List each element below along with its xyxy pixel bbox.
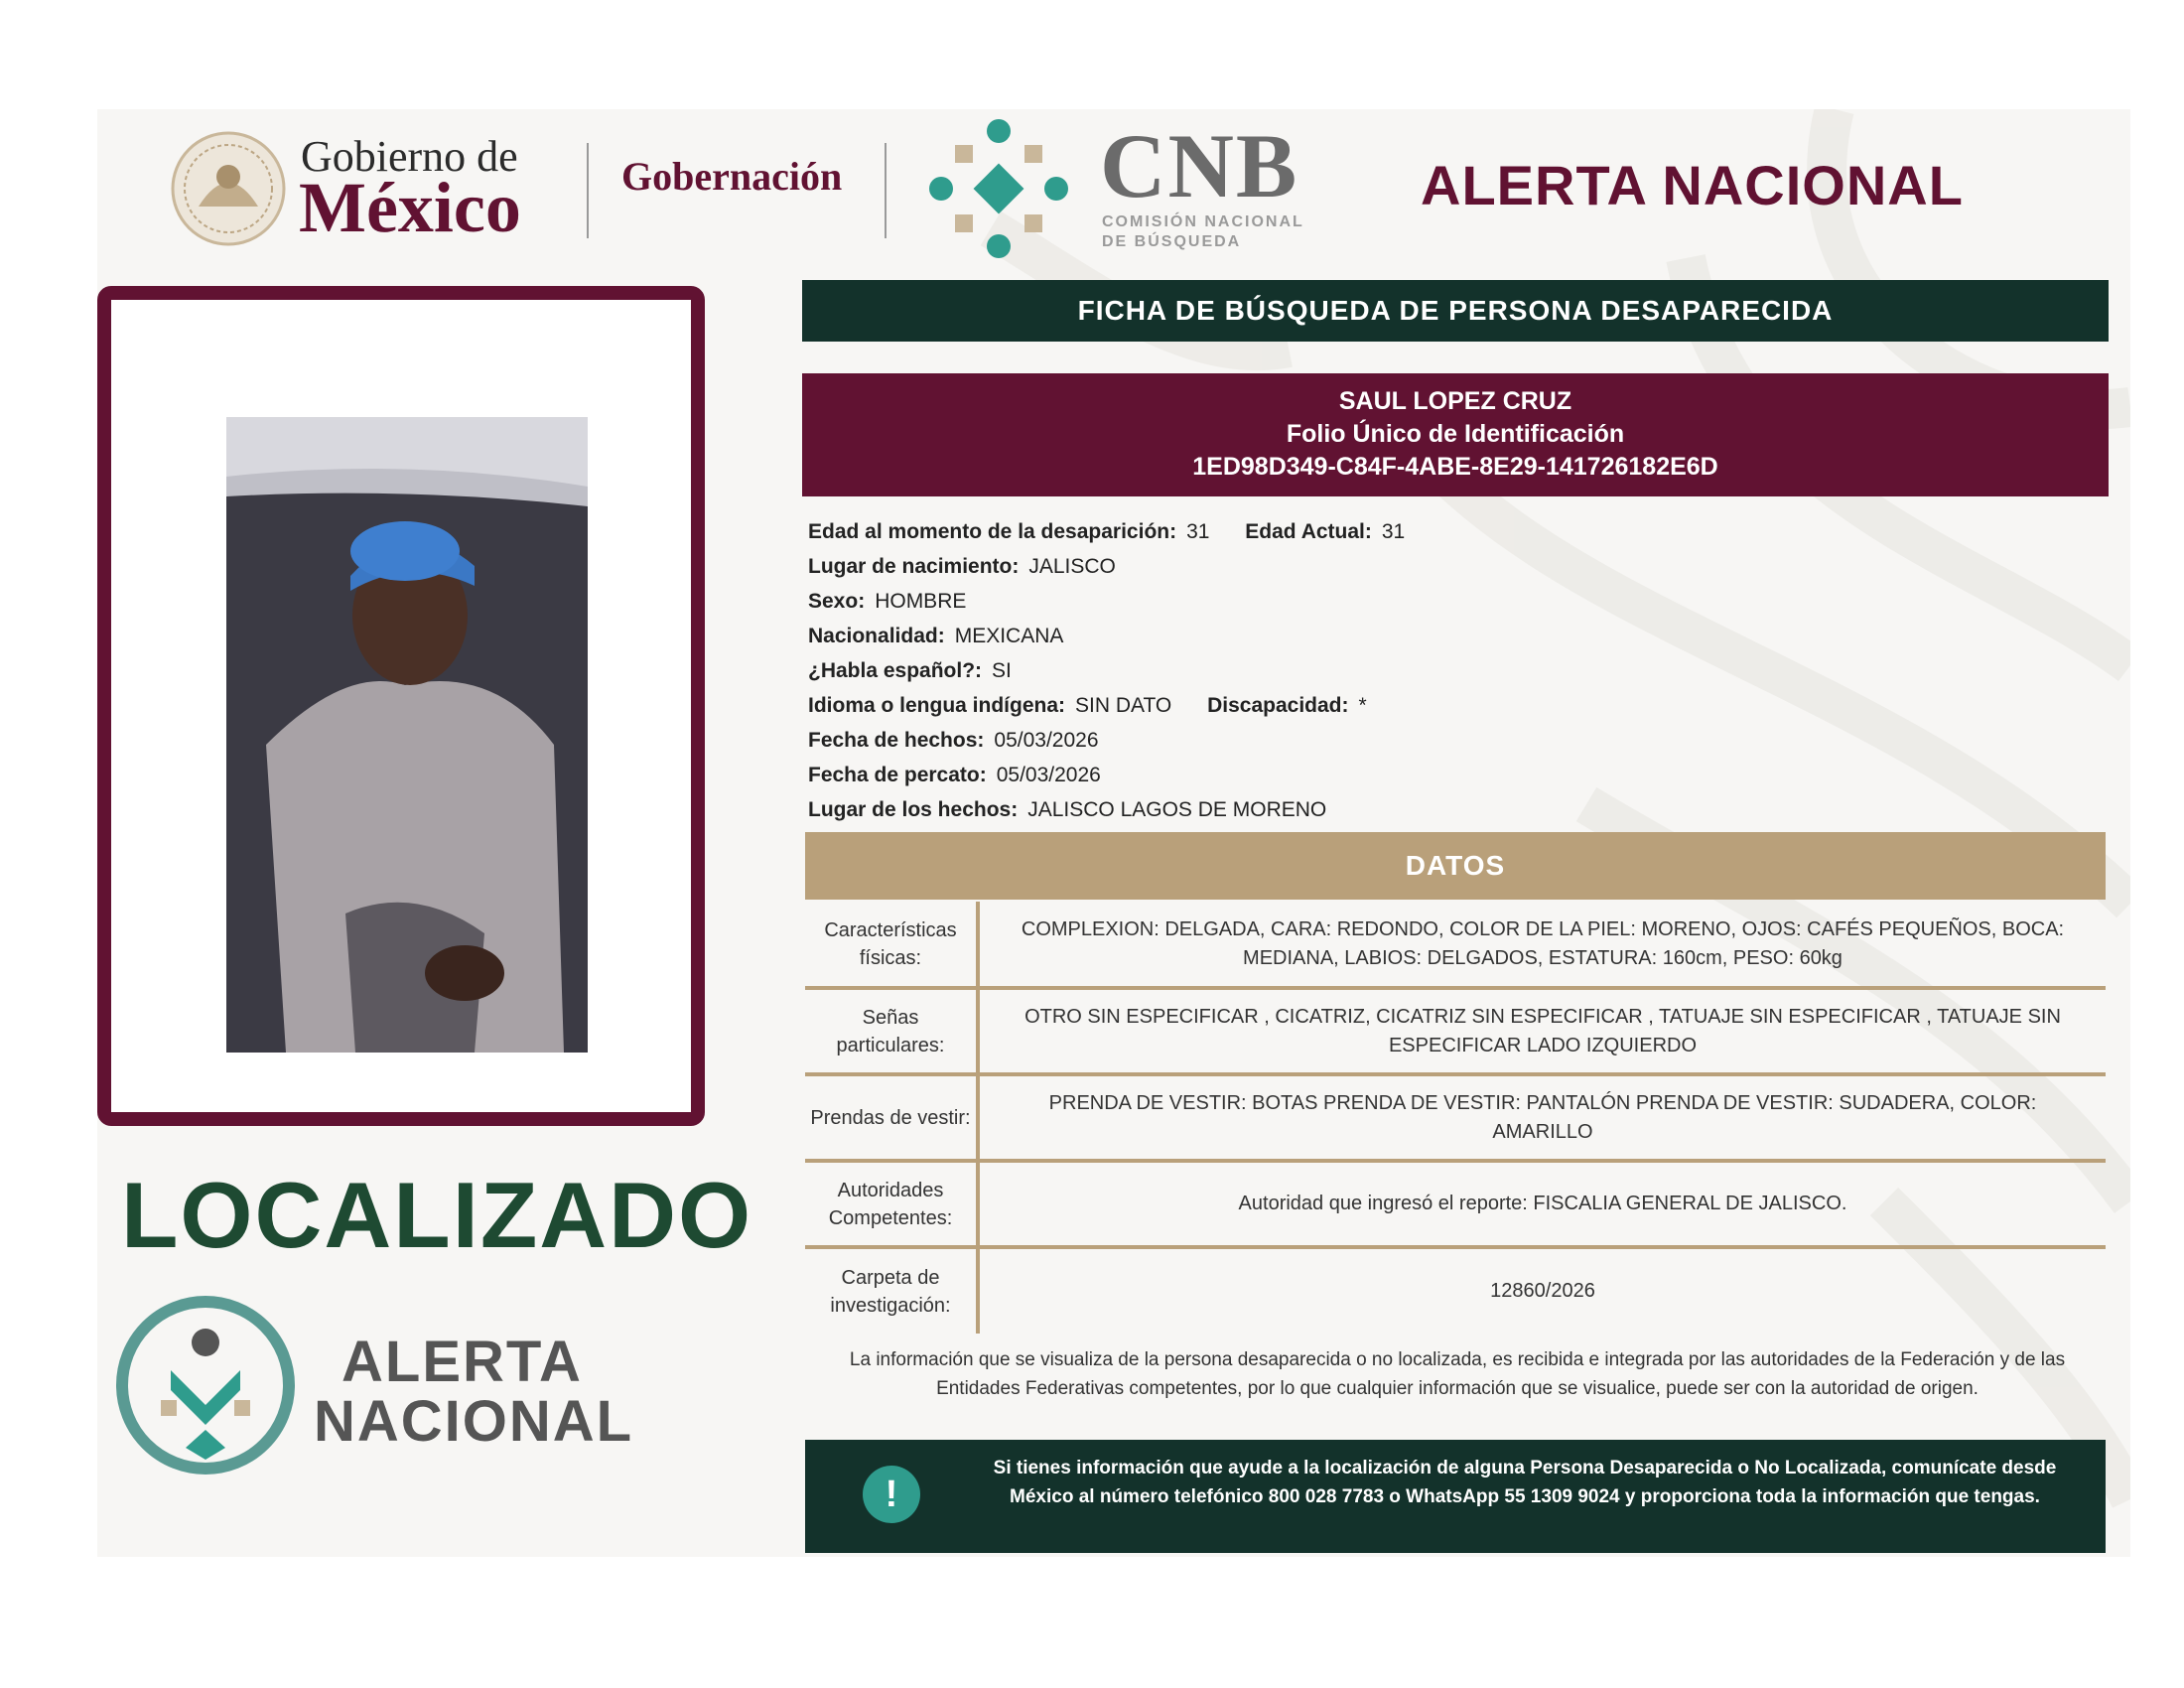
sexo-value: HOMBRE: [875, 590, 967, 613]
datos-row-label: Señas particulares:: [805, 988, 978, 1074]
table-row: [805, 1161, 2106, 1247]
person-name-box: [802, 373, 2109, 496]
table-row: [805, 1074, 2106, 1161]
disclaimer-text: La información que se visualiza de la persona desaparecida o no localizada, es recibida e integrada por las autoridades de la Federación y de las Entidades Federativas competentes, por lo que cualquier información que se visualice, puede ser con la autoridad de origen.: [849, 1349, 2066, 1399]
header-divider: [885, 143, 887, 238]
idioma-label: Idioma o lengua indígena:: [808, 694, 1066, 717]
datos-row-label: Características físicas:: [805, 902, 978, 988]
contact-text: Si tienes información que ayude a la localización de alguna Persona Desaparecida o No Localizada, comunícate desde México al número telefónico 800 028 7783 o WhatsApp 55 1309 9024 y proporciona toda la información que tengas.: [993, 1458, 2057, 1507]
datos-row-label: Prendas de vestir:: [805, 1074, 978, 1161]
fecha-hechos-label: Fecha de hechos:: [808, 729, 985, 752]
espanol-label: ¿Habla español?:: [808, 659, 983, 682]
datos-row-value: COMPLEXION: DELGADA, CARA: REDONDO, COLOR DE LA PIEL: MORENO, OJOS: CAFÉS PEQUEÑOS, BOCA: MEDIANA, LABIOS: DELGADOS, ESTATURA: 160cm, PESO: 60kg: [978, 902, 2106, 988]
gobierno-line2: México: [299, 168, 521, 247]
edad-actual-value: 31: [1381, 520, 1406, 543]
fecha-percato-label: Fecha de percato:: [808, 764, 987, 786]
folio-value: 1ED98D349-C84F-4ABE-8E29-141726182E6D: [1192, 453, 1718, 481]
nacionalidad-value: MEXICANA: [954, 625, 1064, 647]
info-row-nacimiento: [808, 549, 1434, 584]
person-name: SAUL LOPEZ CRUZ: [1338, 387, 1572, 415]
person-info: [808, 514, 1434, 827]
an-line2: NACIONAL: [314, 1389, 634, 1454]
idioma-value: SIN DATO: [1075, 694, 1172, 717]
missing-person-photo: [226, 417, 588, 1053]
cnb-logo-icon: [919, 109, 1078, 268]
table-row: [805, 988, 2106, 1074]
ficha-title: FICHA DE BÚSQUEDA DE PERSONA DESAPARECIDA: [1077, 295, 1834, 326]
status-localizado: LOCALIZADO: [121, 1163, 753, 1267]
info-row-sexo: [808, 584, 1434, 619]
sexo-label: Sexo:: [808, 590, 866, 613]
fecha-percato-value: 05/03/2026: [996, 764, 1101, 786]
alert-card: [97, 109, 2130, 1557]
datos-table: [805, 902, 2106, 1334]
cnb-sub-line2: DE BÚSQUEDA: [1102, 233, 1242, 250]
info-row-fecha-hechos: [808, 723, 1434, 758]
ficha-title-bar: [802, 280, 2109, 342]
page-title: ALERTA NACIONAL: [1421, 154, 1964, 216]
datos-row-value: 12860/2026: [1490, 1280, 1595, 1302]
datos-title: DATOS: [1405, 850, 1506, 881]
datos-header: [805, 832, 2106, 900]
espanol-value: SI: [992, 659, 1012, 682]
table-row: [805, 1247, 2106, 1334]
nacimiento-label: Lugar de nacimiento:: [808, 555, 1020, 578]
an-line1: ALERTA: [341, 1330, 583, 1394]
discapacidad-label: Discapacidad:: [1207, 694, 1349, 717]
cnb-wordmark: CNB: [1100, 115, 1299, 216]
coat-of-arms-icon: [169, 129, 288, 248]
lugar-hechos-value: JALISCO LAGOS DE MORENO: [1027, 798, 1327, 821]
cnb-subtitle: [1102, 212, 1304, 252]
exclamation-icon: !: [863, 1466, 920, 1523]
datos-row-label: Autoridades Competentes:: [805, 1161, 978, 1247]
datos-row-value: Autoridad que ingresó el reporte: FISCALIA GENERAL DE JALISCO.: [978, 1161, 2106, 1247]
datos-row-value: PRENDA DE VESTIR: BOTAS PRENDA DE VESTIR: PANTALÓN PRENDA DE VESTIR: SUDADERA, COLOR: AMARILLO: [978, 1074, 2106, 1161]
alerta-nacional-wordmark: [314, 1330, 634, 1454]
edad-value: 31: [1186, 520, 1210, 543]
info-row-fecha-percato: [808, 758, 1434, 792]
nacionalidad-label: Nacionalidad:: [808, 625, 945, 647]
cnb-sub-line1: COMISIÓN NACIONAL: [1102, 213, 1304, 230]
header-divider: [587, 143, 589, 238]
fecha-hechos-value: 05/03/2026: [994, 729, 1099, 752]
nacimiento-value: JALISCO: [1028, 555, 1116, 578]
lugar-hechos-label: Lugar de los hechos:: [808, 798, 1019, 821]
edad-label: Edad al momento de la desaparición:: [808, 520, 1177, 543]
datos-row-label: Carpeta de investigación:: [805, 1247, 978, 1334]
edad-actual-label: Edad Actual:: [1245, 520, 1372, 543]
info-row-espanol: [808, 653, 1434, 688]
discapacidad-value: *: [1358, 694, 1367, 717]
contact-banner: [805, 1440, 2106, 1553]
info-row-edad: [808, 514, 1434, 549]
gobierno-line1: Gobierno de: [301, 132, 518, 181]
gobernacion-logo: Gobernación: [621, 154, 843, 199]
datos-row-value: OTRO SIN ESPECIFICAR , CICATRIZ, CICATRIZ SIN ESPECIFICAR , TATUAJE SIN ESPECIFICAR , TATUAJE SIN ESPECIFICAR LADO IZQUIERDO: [978, 988, 2106, 1074]
alerta-nacional-logo-icon: [111, 1291, 300, 1479]
info-row-idioma: [808, 688, 1434, 723]
folio-label: Folio Único de Identificación: [1286, 420, 1625, 448]
info-row-lugar-hechos: [808, 792, 1434, 827]
table-row: [805, 902, 2106, 988]
info-row-nacionalidad: [808, 619, 1434, 653]
